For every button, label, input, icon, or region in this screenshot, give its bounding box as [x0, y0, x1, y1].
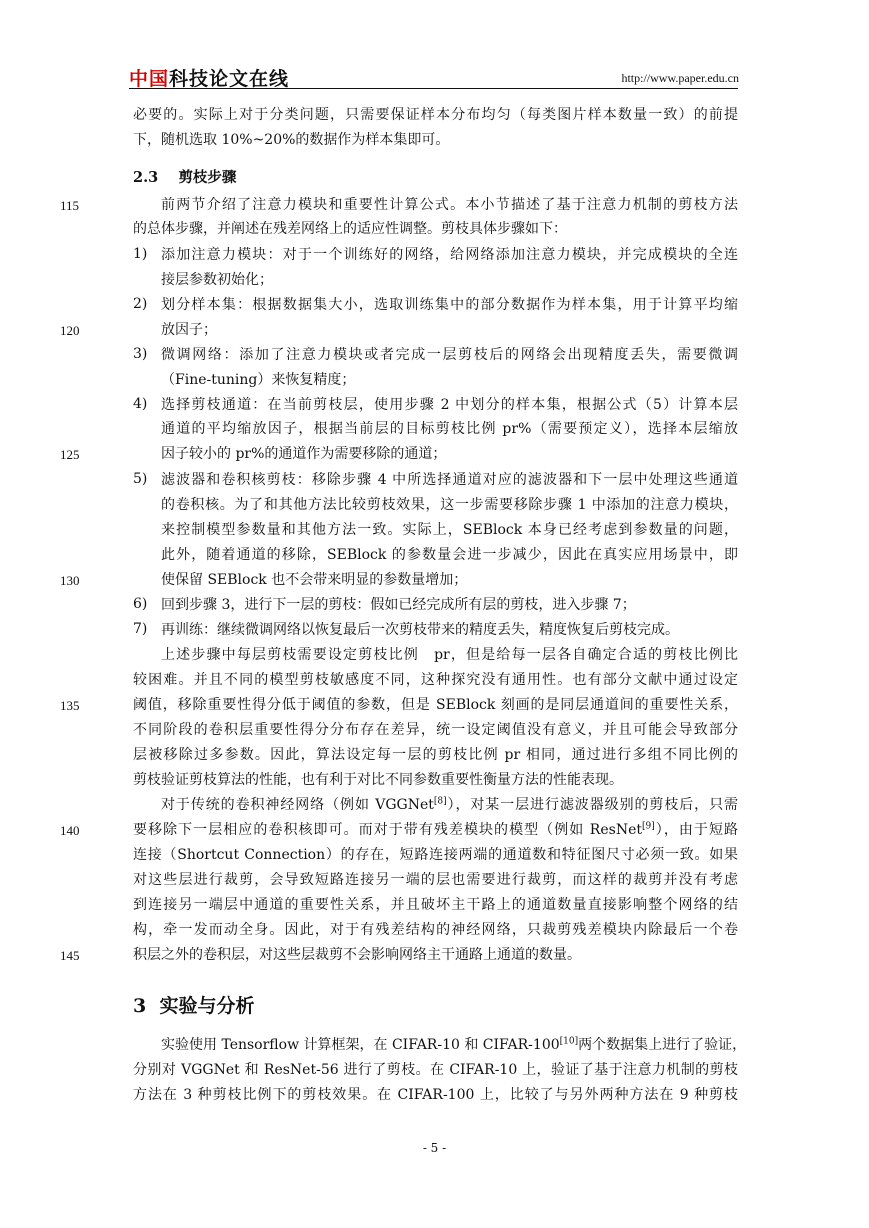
step-number: 7): [133, 621, 148, 637]
step-line: 添加注意力模块：对于一个训练好的网络，给网络添加注意力模块，并完成模块的全连: [161, 247, 738, 263]
step-line: 的卷积核。为了和其他方法比较剪枝效果，这一步需要移除步骤 1 中添加的注意力模块，: [161, 497, 738, 513]
text-line: 对这些层进行裁剪，会导致短路连接另一端的层也需要进行裁剪，而这样的裁剪并没有考虑: [133, 872, 738, 888]
header-divider: [129, 88, 738, 89]
page-number: - 5 -: [422, 1141, 447, 1155]
text-span: 要移除下一层相应的卷积核即可。而对于带有残差模块的模型（例如 ResNet: [133, 822, 642, 838]
text-line: [161, 1036, 747, 1054]
step-line: 回到步骤 3，进行下一层的剪枝：假如已经完成所有层的剪枝，进入步骤 7；: [161, 597, 636, 613]
section-title: 实验与分析: [159, 995, 255, 1017]
header-url[interactable]: http://www.paper.edu.cn: [621, 71, 739, 85]
logo-red-text: 中国: [129, 68, 170, 90]
step-line: 滤波器和卷积核剪枝：移除步骤 4 中所选择通道对应的滤波器和下一层中处理这些通道: [161, 472, 738, 488]
line-number: 135: [60, 698, 80, 713]
section-title: 剪枝步骤: [178, 169, 237, 186]
text-line: 剪枝验证剪枝算法的性能，也有利于对比不同参数重要性衡量方法的性能表现。: [133, 772, 623, 788]
text-line: 连接（Shortcut Connection）的存在，短路连接两端的通道数和特征图尺寸必须一致。如果: [133, 847, 738, 863]
line-number: 130: [60, 573, 80, 588]
text-line: 方法在 3 种剪枝比例下的剪枝效果。在 CIFAR-100 上，比较了与另外两种方法在 9 种剪枝: [133, 1087, 738, 1103]
step-line: 微调网络：添加了注意力模块或者完成一层剪枝后的网络会出现精度丢失，需要微调: [161, 347, 738, 363]
site-logo: [129, 64, 289, 91]
section-number: 2.3: [133, 169, 159, 186]
text-line: 到连接另一端层中通道的重要性关系，并且破坏主干路上的通道数量直接影响整个网络的结: [133, 897, 738, 913]
text-span: 两个数据集上进行了验证，: [578, 1037, 747, 1053]
step-line: 通道的平均缩放因子，根据当前层的目标剪枝比例 pr%（需要预定义），选择本层缩放: [161, 421, 738, 437]
step-number: 1): [133, 246, 148, 262]
text-line: 的总体步骤，并阐述在残差网络上的适应性调整。剪枝具体步骤如下：: [133, 221, 567, 237]
text-line: 前两节介绍了注意力模块和重要性计算公式。本小节描述了基于注意力机制的剪枝方法: [161, 197, 738, 213]
step-line: （Fine-tuning）来恢复精度；: [161, 372, 356, 388]
step-line: 来控制模型参数量和其他方法一致。实际上，SEBlock 本身已经考虑到参数量的问题，: [161, 522, 738, 538]
step-line: 接层参数初始化；: [161, 272, 273, 288]
text-line: 分别对 VGGNet 和 ResNet-56 进行了剪枝。在 CIFAR-10 上，验证了基于注意力机制的剪枝: [133, 1062, 738, 1078]
step-line: 此外，随着通道的移除，SEBlock 的参数量会进一步减少，因此在真实应用场景中，即: [161, 547, 738, 563]
text-line: 阈值，移除重要性得分低于阈值的参数，但是 SEBlock 刻画的是同层通道间的重要性关系，: [133, 697, 738, 713]
line-number: 115: [60, 198, 80, 213]
step-number: 3): [133, 346, 148, 362]
text-line: [161, 796, 738, 814]
text-line: 下，随机选取 10%~20%的数据作为样本集即可。: [133, 132, 450, 148]
step-line: 选择剪枝通道：在当前剪枝层，使用步骤 2 中划分的样本集，根据公式（5）计算本层: [161, 397, 738, 413]
text-line: [133, 821, 738, 839]
text-span: 实验使用 Tensorflow 计算框架，在 CIFAR-10 和 CIFAR-100: [161, 1037, 560, 1053]
citation-ref[interactable]: [8]: [433, 796, 447, 807]
line-number: 125: [60, 447, 80, 462]
text-line: 积层之外的卷积层，对这些层裁剪不会影响网络主干通路上通道的数量。: [133, 947, 581, 963]
section-heading: [133, 166, 236, 187]
text-span: ），由于短路: [654, 822, 738, 838]
text-span: ），对某一层进行滤波器级别的剪枝后，只需: [446, 797, 738, 813]
text-line: 构，牵一发而动全身。因此，对于有残差结构的神经网络，只裁剪残差模块内除最后一个卷: [133, 922, 738, 938]
citation-ref[interactable]: [10]: [559, 1036, 579, 1047]
step-number: 5): [133, 471, 148, 487]
step-line: 放因子；: [161, 322, 217, 338]
text-line: 不同阶段的卷积层重要性得分分布存在差异，统一设定阈值没有意义，并且可能会导致部分: [133, 722, 738, 738]
step-number: 4): [133, 396, 148, 412]
text-span: 对于传统的卷积神经网络（例如 VGGNet: [161, 797, 434, 813]
step-line: 使保留 SEBlock 也不会带来明显的参数量增加；: [161, 572, 468, 588]
step-line: 因子较小的 pr%的通道作为需要移除的通道；: [161, 446, 447, 462]
citation-ref[interactable]: [9]: [641, 821, 655, 832]
section-number: 3: [133, 995, 147, 1017]
line-number: 120: [60, 323, 80, 338]
line-number: 140: [60, 823, 80, 838]
text-line: 层被移除过多参数。因此，算法设定每一层的剪枝比例 pr 相同，通过进行多组不同比例的: [133, 747, 738, 763]
step-number: 2): [133, 296, 148, 312]
text-line: 上述步骤中每层剪枝需要设定剪枝比例 pr，但是给每一层各自确定合适的剪枝比例比: [161, 647, 738, 663]
step-number: 6): [133, 596, 148, 612]
section-heading: [133, 991, 254, 1018]
text-line: 较困难。并且不同的模型剪枝敏感度不同，这种探究没有通用性。也有部分文献中通过设定: [133, 672, 738, 688]
logo-text: 科技论文在线: [169, 68, 290, 90]
text-line: 必要的。实际上对于分类问题，只需要保证样本分布均匀（每类图片样本数量一致）的前提: [133, 107, 738, 123]
step-line: 划分样本集：根据数据集大小，选取训练集中的部分数据作为样本集，用于计算平均缩: [161, 297, 738, 313]
step-line: 再训练：继续微调网络以恢复最后一次剪枝带来的精度丢失，精度恢复后剪枝完成。: [161, 622, 679, 638]
line-number: 145: [60, 948, 80, 963]
